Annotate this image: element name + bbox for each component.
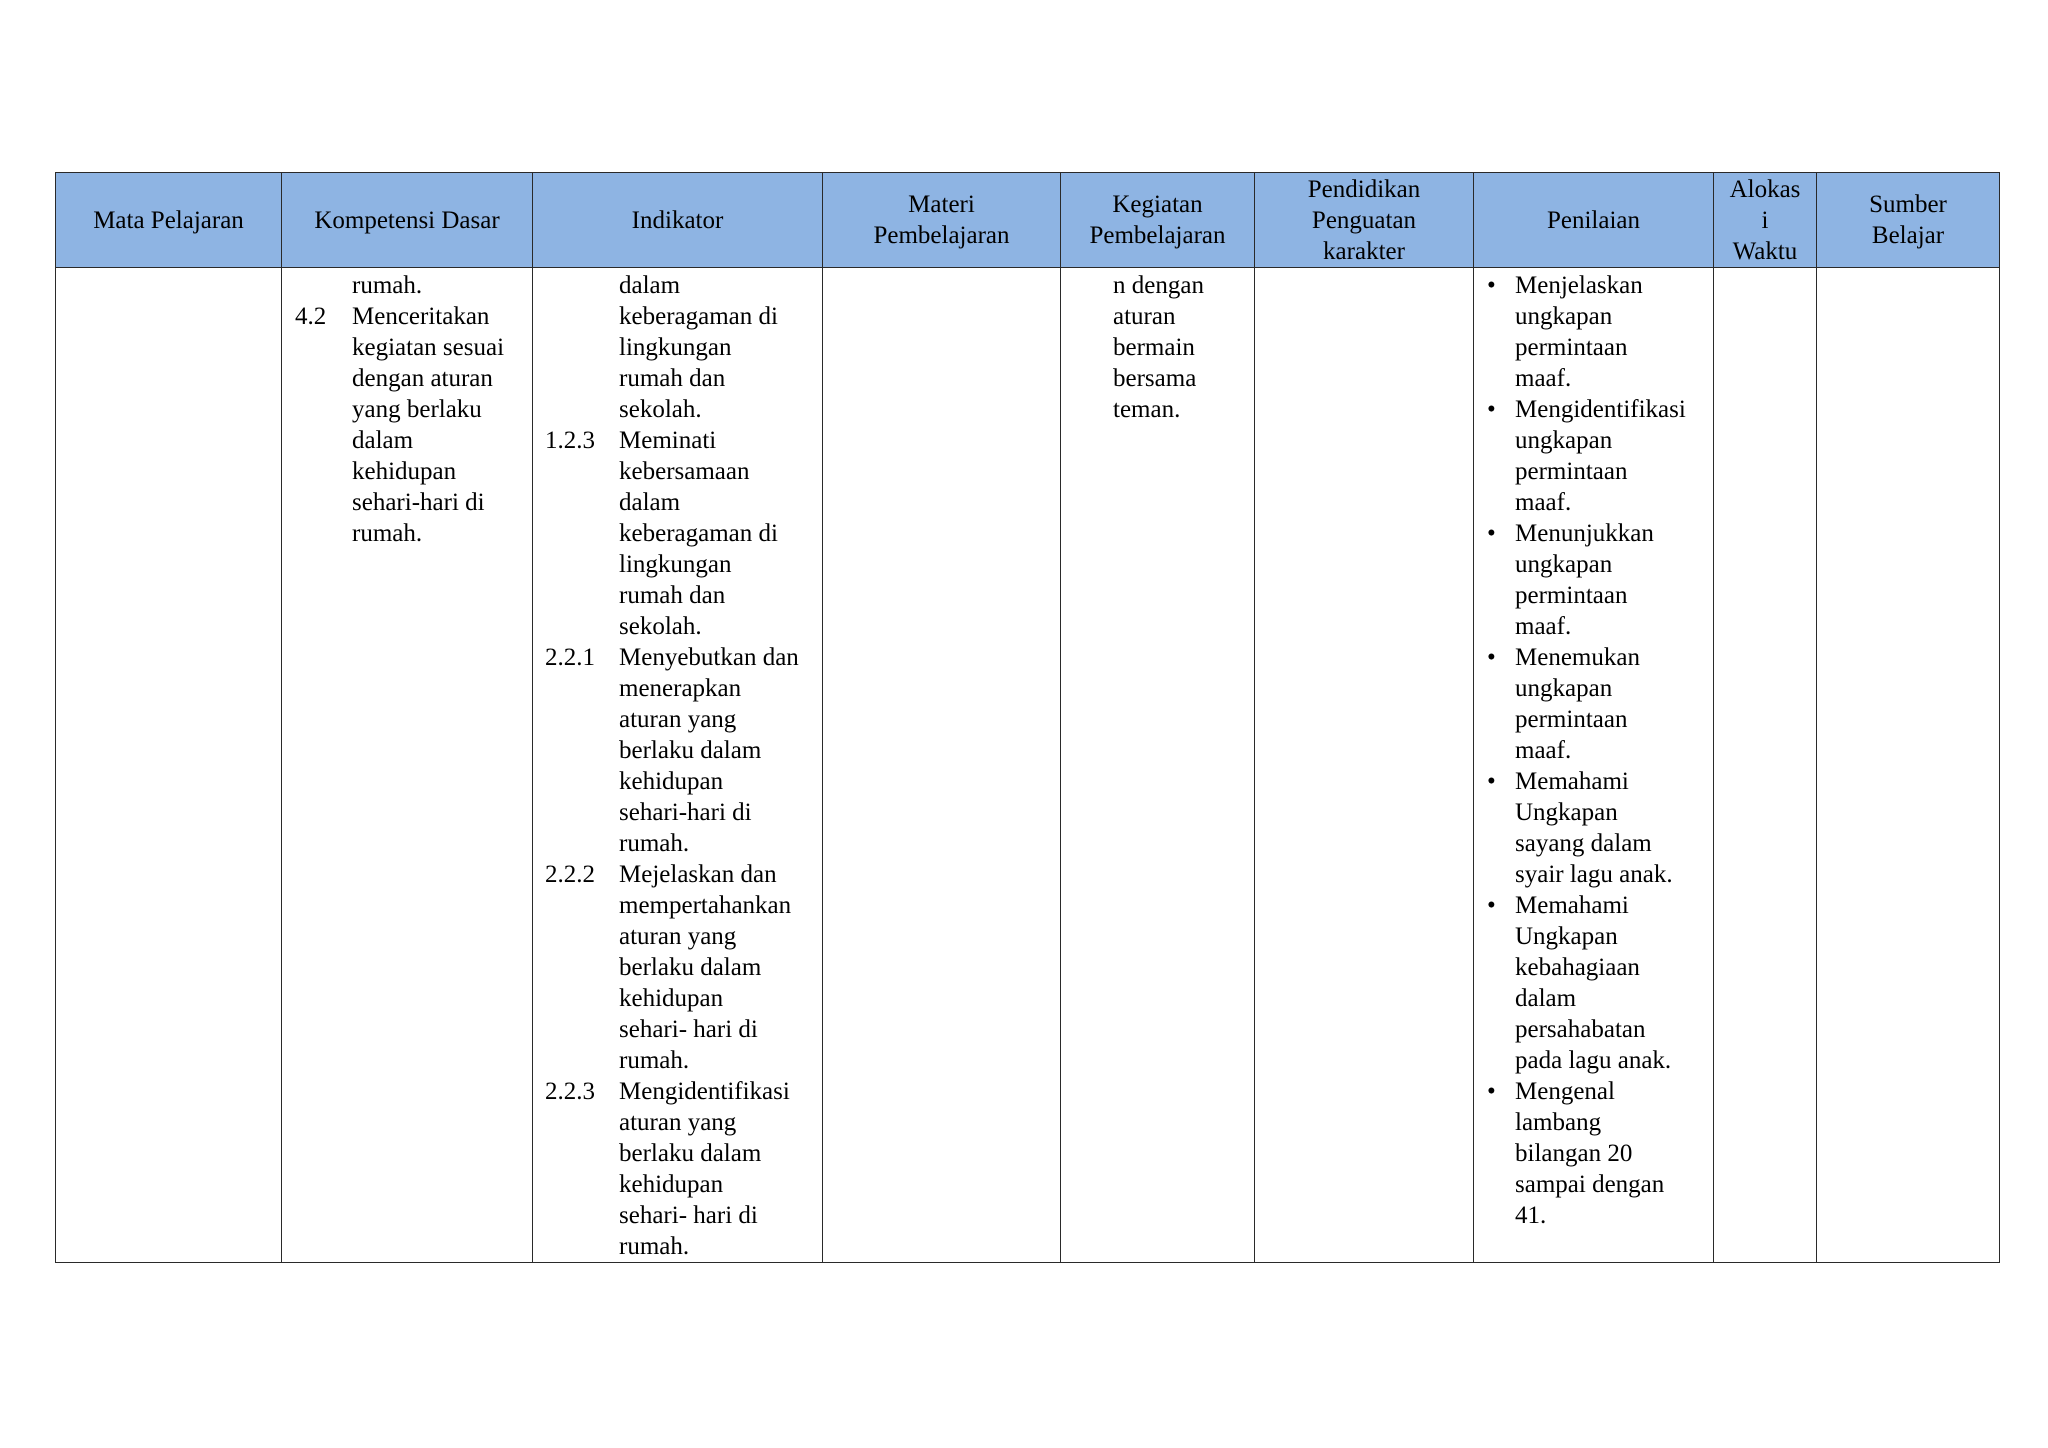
text-line: rumah dan [619, 582, 726, 609]
header-label-line: Kegiatan [1112, 191, 1203, 218]
text-line: Menceritakan [352, 303, 490, 330]
text-line: keberagaman di [619, 520, 778, 547]
text-line: berlaku dalam [619, 954, 762, 981]
cell-alokasi-waktu [1714, 268, 1817, 1263]
text-line: Meminati [619, 427, 717, 454]
header-mata-pelajaran [56, 173, 282, 268]
header-label-line: i [1761, 206, 1769, 234]
text-line: lingkungan [619, 551, 732, 578]
text-line: dalam [619, 272, 681, 299]
text-line: dalam [619, 489, 681, 516]
text-line: Menjelaskan [1515, 272, 1643, 299]
cell-materi-pembelajaran [823, 268, 1061, 1263]
text-line: aturan yang [619, 923, 737, 950]
text-line: bilangan 20 [1515, 1140, 1633, 1167]
text-line: syair lagu anak. [1515, 861, 1673, 888]
text-line: rumah dan [619, 365, 726, 392]
list-item [1474, 890, 1713, 1076]
text-line: Mengidentifikasi [619, 1078, 790, 1105]
text-line: rumah. [352, 520, 423, 547]
text-line: kebersamaan [619, 458, 750, 485]
text-line: sekolah. [619, 613, 702, 640]
header-label-line: Belajar [1871, 222, 1945, 249]
text-line: maaf. [1515, 737, 1572, 764]
text-line: aturan [1113, 303, 1176, 330]
text-line: permintaan [1515, 458, 1628, 485]
penilaian-list [1474, 270, 1713, 1231]
text-line: Memahami [1515, 892, 1629, 919]
bullet-icon: • [1487, 272, 1496, 299]
text-line: Menemukan [1515, 644, 1640, 671]
header-label-line: Penguatan [1311, 206, 1417, 234]
header-materi-pembelajaran [823, 173, 1061, 268]
text-line: kegiatan sesuai [352, 334, 505, 361]
text-line: ungkapan [1515, 675, 1613, 702]
header-label: Penilaian [1546, 206, 1641, 234]
text-line: permintaan [1515, 582, 1628, 609]
indikator-number: 2.2.3 [545, 1078, 595, 1105]
header-kegiatan-pembelajaran [1061, 173, 1255, 268]
cell-mata-pelajaran [56, 268, 282, 1263]
text-line: kehidupan [352, 458, 457, 485]
text-line: kehidupan [619, 1171, 724, 1198]
bullet-icon: • [1487, 768, 1496, 795]
kompetensi-number: 4.2 [295, 303, 327, 330]
text-line: lingkungan [619, 334, 732, 361]
text-line: sekolah. [619, 396, 702, 423]
text-line: sayang dalam [1515, 830, 1652, 857]
text-line: sehari- hari di [619, 1016, 758, 1043]
header-kompetensi-dasar [282, 173, 533, 268]
header-row [56, 173, 2000, 268]
text-line: rumah. [619, 830, 690, 857]
text-line: maaf. [1515, 613, 1572, 640]
header-pendidikan-penguatan-karakter [1255, 173, 1474, 268]
indikator-item [533, 642, 822, 859]
text-line: persahabatan [1515, 1016, 1646, 1043]
text-line: permintaan [1515, 706, 1628, 733]
list-item [1474, 270, 1713, 394]
text-line: Menunjukkan [1515, 520, 1654, 547]
text-line: ungkapan [1515, 303, 1613, 330]
text-line: 41. [1515, 1202, 1547, 1229]
text-line: yang berlaku [352, 396, 482, 423]
indikator-number: 1.2.3 [545, 427, 595, 454]
kompetensi-item [282, 301, 532, 549]
text-line: permintaan [1515, 334, 1628, 361]
text-line: bersama [1113, 365, 1197, 392]
text-line: maaf. [1515, 489, 1572, 516]
text-line: Mengenal [1515, 1078, 1615, 1105]
cell-penilaian [1474, 268, 1714, 1263]
header-label-line: Waktu [1732, 237, 1798, 265]
header-label: Indikator [631, 206, 724, 234]
header-label-line: Pembelajaran [873, 222, 1010, 249]
header-label-line: Alokas [1729, 175, 1801, 203]
kompetensi-continuation [282, 270, 532, 301]
text-line: rumah. [619, 1233, 690, 1260]
cell-sumber-belajar [1817, 268, 2000, 1263]
indikator-number: 2.2.1 [545, 644, 595, 671]
text-line: dalam [352, 427, 414, 454]
cell-pendidikan-penguatan-karakter [1255, 268, 1474, 1263]
list-item [1474, 518, 1713, 642]
header-label: Mata Pelajaran [93, 206, 244, 234]
indikator-item [533, 1076, 822, 1262]
cell-kegiatan-pembelajaran [1061, 268, 1255, 1263]
header-indikator [533, 173, 823, 268]
kompetensi-dasar-content [282, 268, 532, 549]
text-line: pada lagu anak. [1515, 1047, 1672, 1074]
bullet-icon: • [1487, 644, 1496, 671]
header-label-line: karakter [1323, 237, 1405, 265]
text-line: sehari- hari di [619, 1202, 758, 1229]
text-line: lambang [1515, 1109, 1602, 1136]
table-row [56, 268, 2000, 1263]
header-label-line: Pendidikan [1307, 175, 1421, 203]
text-line: n dengan [1113, 272, 1204, 299]
text-line: keberagaman di [619, 303, 778, 330]
text-line: dengan aturan [352, 365, 493, 392]
text-line: ungkapan [1515, 551, 1613, 578]
indikator-number: 2.2.2 [545, 861, 595, 888]
header-label: Kompetensi Dasar [314, 206, 500, 234]
bullet-icon: • [1487, 892, 1496, 919]
list-item [1474, 766, 1713, 890]
list-item [1474, 1076, 1713, 1231]
text-line: rumah. [352, 272, 423, 299]
text-line: Ungkapan [1515, 799, 1618, 826]
text-line: teman. [1113, 396, 1181, 423]
header-label-line: Sumber [1869, 191, 1947, 218]
text-line: berlaku dalam [619, 1140, 762, 1167]
indikator-continuation [533, 270, 822, 425]
text-line: Mengidentifikasi [1515, 396, 1686, 423]
bullet-icon: • [1487, 1078, 1496, 1105]
text-line: Memahami [1515, 768, 1629, 795]
indikator-content [533, 268, 822, 1262]
text-line: rumah. [619, 1047, 690, 1074]
text-line: dalam [1515, 985, 1577, 1012]
bullet-icon: • [1487, 520, 1496, 547]
text-line: sehari-hari di [619, 799, 752, 826]
text-line: aturan yang [619, 706, 737, 733]
text-line: kehidupan [619, 768, 724, 795]
list-item [1474, 394, 1713, 518]
text-line: Mejelaskan dan [619, 861, 777, 888]
header-label-line: Pembelajaran [1089, 222, 1226, 249]
text-line: bermain [1113, 334, 1195, 361]
text-line: menerapkan [619, 675, 742, 702]
header-penilaian [1474, 173, 1714, 268]
text-line: sampai dengan [1515, 1171, 1665, 1198]
text-line: ungkapan [1515, 427, 1613, 454]
text-line: Menyebutkan dan [619, 644, 799, 671]
bullet-icon: • [1487, 396, 1496, 423]
text-line: kebahagiaan [1515, 954, 1640, 981]
list-item [1474, 642, 1713, 766]
cell-indikator [533, 268, 823, 1263]
header-sumber-belajar [1817, 173, 2000, 268]
text-line: berlaku dalam [619, 737, 762, 764]
text-line: maaf. [1515, 365, 1572, 392]
text-line: mempertahankan [619, 892, 792, 919]
cell-kompetensi-dasar [282, 268, 533, 1263]
text-line: Ungkapan [1515, 923, 1618, 950]
text-line: kehidupan [619, 985, 724, 1012]
header-label-line: Materi [908, 191, 975, 218]
header-alokasi-waktu [1714, 173, 1817, 268]
syllabus-table [55, 172, 2000, 1263]
text-line: aturan yang [619, 1109, 737, 1136]
penilaian-content [1474, 268, 1713, 1231]
indikator-item [533, 859, 822, 1076]
text-line: sehari-hari di [352, 489, 485, 516]
indikator-item [533, 425, 822, 642]
kegiatan-content [1061, 268, 1254, 425]
